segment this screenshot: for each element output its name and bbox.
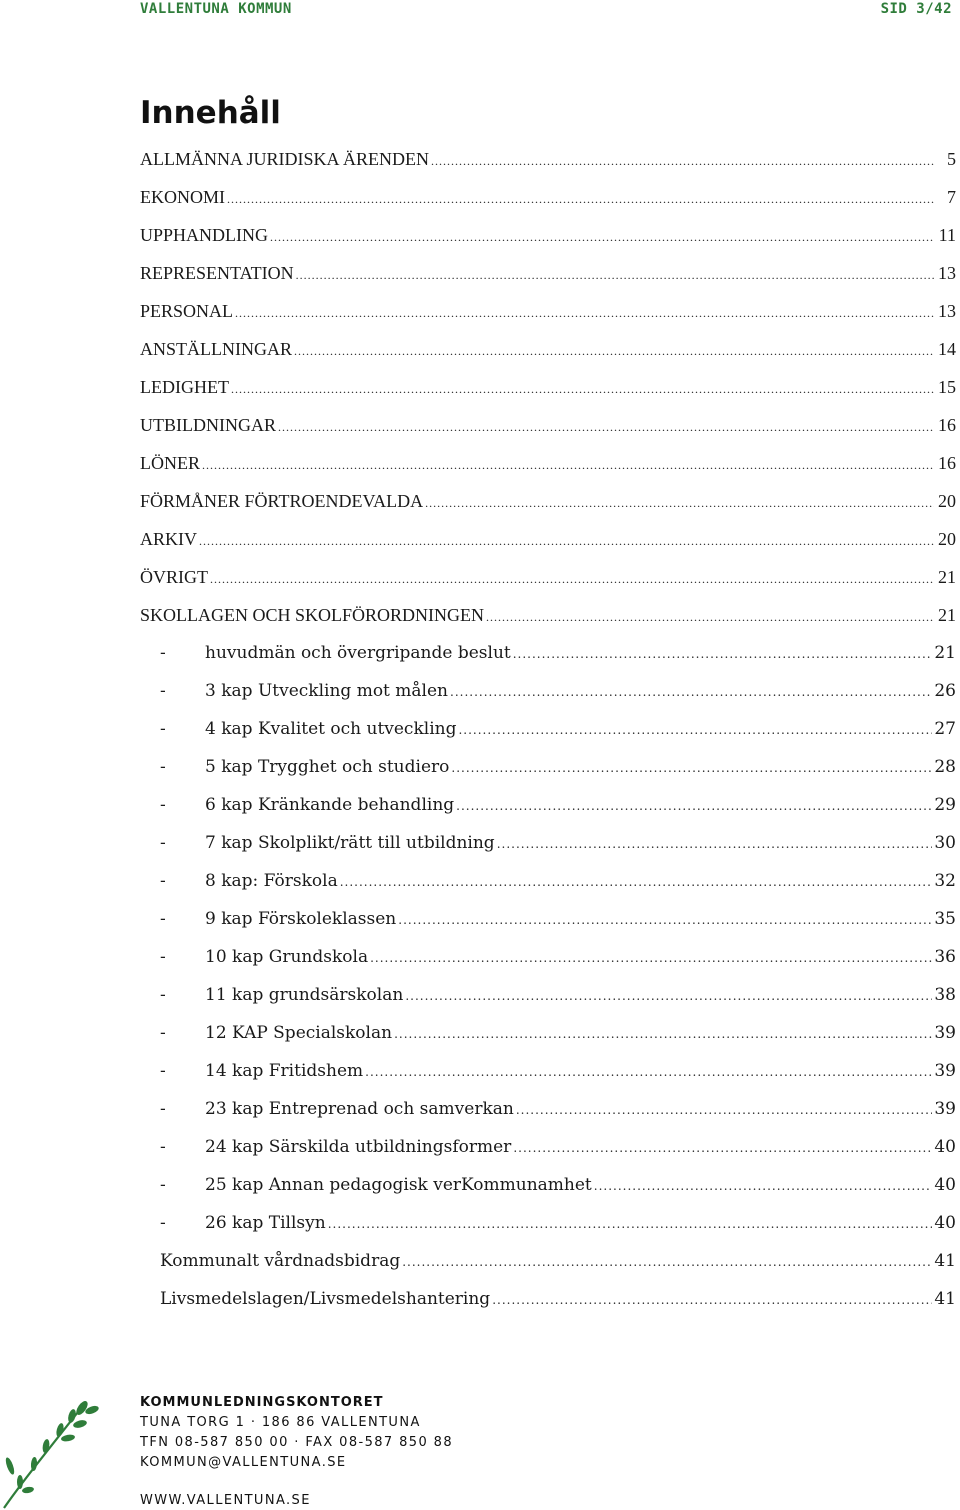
toc-list — [0, 140, 960, 1318]
toc-entry[interactable] — [0, 216, 960, 254]
toc-entry[interactable] — [0, 710, 960, 748]
toc-dot-leader — [199, 522, 934, 560]
toc-entry-title: 14 kap Fritidshem — [205, 1061, 364, 1081]
toc-entry-title: 25 kap Annan pedagogisk verKommunamhet — [205, 1175, 592, 1195]
toc-dot-leader — [425, 484, 934, 522]
toc-entry-title: FÖRMÅNER FÖRTROENDEVALDA — [140, 491, 424, 511]
toc-entry[interactable] — [0, 1242, 960, 1280]
toc-entry-title: 10 kap Grundskola — [205, 947, 369, 967]
toc-entry[interactable] — [0, 520, 960, 558]
toc-entry[interactable] — [0, 1204, 960, 1242]
toc-entry[interactable] — [0, 1166, 960, 1204]
toc-dot-leader — [296, 256, 934, 294]
toc-entry-dash: - — [160, 1099, 166, 1119]
toc-entry-dash: - — [160, 795, 166, 815]
toc-entry-title: ARKIV — [140, 529, 197, 549]
toc-dot-leader — [278, 408, 934, 446]
header-page-label: SID 3/42 — [880, 1, 952, 17]
toc-entry-dash: - — [160, 833, 166, 853]
toc-dot-leader — [458, 711, 932, 749]
toc-entry-title: huvudmän och övergripande beslut — [205, 643, 511, 663]
toc-entry-page-number: 20 — [938, 491, 956, 511]
toc-entry-dash: - — [160, 909, 166, 929]
toc-dot-leader — [594, 1167, 933, 1205]
toc-dot-leader — [497, 825, 933, 863]
toc-entry-title: 6 kap Kränkande behandling — [205, 795, 455, 815]
footer-phone: TFN 08-587 850 00 · FAX 08-587 850 88 — [140, 1435, 454, 1450]
toc-entry-page-number: 27 — [934, 719, 956, 739]
toc-entry[interactable] — [0, 1090, 960, 1128]
toc-entry[interactable] — [0, 824, 960, 862]
toc-entry-dash: - — [160, 1175, 166, 1195]
toc-entry-page-number: 39 — [934, 1023, 956, 1043]
toc-dot-leader — [270, 218, 934, 256]
toc-entry-page-number: 21 — [938, 605, 956, 625]
toc-dot-leader — [398, 901, 932, 939]
toc-entry-page-number: 36 — [934, 947, 956, 967]
toc-entry-page-number: 28 — [934, 757, 956, 777]
toc-dot-leader — [340, 863, 933, 901]
toc-entry-title: SKOLLAGEN OCH SKOLFÖRORDNINGEN — [140, 605, 485, 625]
toc-dot-leader — [456, 787, 932, 825]
toc-entry-title: 8 kap: Förskola — [205, 871, 338, 891]
toc-entry[interactable] — [0, 938, 960, 976]
toc-dot-leader — [365, 1053, 932, 1091]
toc-entry-title: 5 kap Trygghet och studiero — [205, 757, 450, 777]
toc-entry-title: UTBILDNINGAR — [140, 415, 276, 435]
toc-entry-page-number: 40 — [934, 1213, 956, 1233]
toc-entry-page-number: 21 — [938, 567, 956, 587]
toc-entry-title: ÖVRIGT — [140, 567, 208, 587]
header-organization: VALLENTUNA KOMMUN — [140, 1, 292, 17]
toc-entry-title: LÖNER — [140, 453, 200, 473]
toc-entry-page-number: 35 — [934, 909, 956, 929]
toc-dot-leader — [431, 142, 934, 180]
toc-entry[interactable] — [0, 862, 960, 900]
toc-entry-page-number: 21 — [934, 643, 956, 663]
toc-entry[interactable] — [0, 368, 960, 406]
toc-entry-title: ALLMÄNNA JURIDISKA ÄRENDEN — [140, 149, 430, 169]
toc-entry[interactable] — [0, 292, 960, 330]
footer-web[interactable]: WWW.VALLENTUNA.SE — [140, 1493, 311, 1508]
toc-entry-page-number: 7 — [947, 187, 956, 207]
toc-dot-leader — [210, 560, 934, 598]
toc-entry-title: LEDIGHET — [140, 377, 229, 397]
toc-entry-page-number: 38 — [934, 985, 956, 1005]
toc-entry[interactable] — [0, 406, 960, 444]
toc-entry-page-number: 29 — [934, 795, 956, 815]
toc-entry-dash: - — [160, 1213, 166, 1233]
toc-entry-page-number: 32 — [934, 871, 956, 891]
toc-entry-dash: - — [160, 719, 166, 739]
toc-entry-page-number: 41 — [934, 1289, 956, 1309]
leaf-branch-icon — [0, 1390, 110, 1510]
toc-dot-leader — [227, 180, 934, 218]
toc-entry-page-number: 40 — [934, 1137, 956, 1157]
toc-entry-title: Livsmedelslagen/Livsmedelshantering — [160, 1289, 491, 1309]
toc-entry-page-number: 41 — [934, 1251, 956, 1271]
toc-entry-page-number: 39 — [934, 1099, 956, 1119]
toc-entry[interactable] — [0, 558, 960, 596]
toc-entry[interactable] — [0, 748, 960, 786]
toc-entry-page-number: 11 — [938, 225, 956, 245]
toc-dot-leader — [450, 673, 932, 711]
toc-entry[interactable] — [0, 1014, 960, 1052]
toc-entry[interactable] — [0, 976, 960, 1014]
toc-entry-title: Kommunalt vårdnadsbidrag — [160, 1251, 401, 1271]
toc-entry-dash: - — [160, 985, 166, 1005]
toc-entry-title: ANSTÄLLNINGAR — [140, 339, 292, 359]
toc-entry-page-number: 13 — [938, 263, 956, 283]
toc-entry-page-number: 15 — [938, 377, 956, 397]
toc-entry-page-number: 13 — [938, 301, 956, 321]
toc-dot-leader — [516, 1091, 933, 1129]
toc-entry-title: UPPHANDLING — [140, 225, 269, 245]
toc-entry[interactable] — [0, 900, 960, 938]
toc-entry-dash: - — [160, 947, 166, 967]
toc-entry[interactable] — [0, 140, 960, 178]
toc-dot-leader — [328, 1205, 933, 1243]
toc-dot-leader — [294, 332, 934, 370]
toc-entry-page-number: 5 — [947, 149, 956, 169]
toc-entry[interactable] — [0, 672, 960, 710]
toc-dot-leader — [231, 370, 934, 408]
toc-entry-page-number: 20 — [938, 529, 956, 549]
toc-entry-dash: - — [160, 871, 166, 891]
footer-address: TUNA TORG 1 · 186 86 VALLENTUNA — [140, 1415, 421, 1430]
toc-entry[interactable] — [0, 1280, 960, 1318]
toc-dot-leader — [513, 635, 933, 673]
toc-entry-title: 24 kap Särskilda utbildningsformer — [205, 1137, 512, 1157]
toc-dot-leader — [402, 1243, 932, 1281]
toc-entry-dash: - — [160, 1061, 166, 1081]
toc-entry[interactable] — [0, 178, 960, 216]
toc-entry[interactable] — [0, 330, 960, 368]
toc-entry-title: 7 kap Skolplikt/rätt till utbildning — [205, 833, 495, 853]
toc-entry-page-number: 39 — [934, 1061, 956, 1081]
toc-dot-leader — [405, 977, 932, 1015]
toc-entry[interactable] — [0, 1052, 960, 1090]
toc-entry-title: 23 kap Entreprenad och samverkan — [205, 1099, 514, 1119]
toc-entry-page-number: 14 — [938, 339, 956, 359]
toc-dot-leader — [486, 598, 934, 636]
toc-heading: Innehåll — [140, 95, 281, 131]
toc-entry[interactable] — [0, 482, 960, 520]
toc-entry-title: 9 kap Förskoleklassen — [205, 909, 397, 929]
toc-entry-title: EKONOMI — [140, 187, 225, 207]
toc-entry-title: 11 kap grundsärskolan — [205, 985, 404, 1005]
toc-entry[interactable] — [0, 254, 960, 292]
toc-entry-dash: - — [160, 757, 166, 777]
toc-entry-page-number: 16 — [938, 453, 956, 473]
toc-dot-leader — [370, 939, 932, 977]
toc-entry-dash: - — [160, 1023, 166, 1043]
toc-dot-leader — [513, 1129, 932, 1167]
toc-dot-leader — [451, 749, 932, 787]
footer-org-unit: KOMMUNLEDNINGSKONTORET — [140, 1395, 384, 1410]
toc-entry-title: 26 kap Tillsyn — [205, 1213, 326, 1233]
toc-entry-page-number: 26 — [934, 681, 956, 701]
footer-email[interactable]: KOMMUN@VALLENTUNA.SE — [140, 1455, 347, 1470]
toc-entry-title: PERSONAL — [140, 301, 234, 321]
toc-dot-leader — [202, 446, 934, 484]
toc-entry[interactable] — [0, 444, 960, 482]
toc-entry-dash: - — [160, 681, 166, 701]
toc-entry-page-number: 30 — [934, 833, 956, 853]
toc-entry-dash: - — [160, 643, 166, 663]
toc-entry-page-number: 16 — [938, 415, 956, 435]
toc-entry[interactable] — [0, 1128, 960, 1166]
toc-entry-dash: - — [160, 1137, 166, 1157]
toc-entry-title: 4 kap Kvalitet och utveckling — [205, 719, 457, 739]
toc-entry-title: REPRESENTATION — [140, 263, 294, 283]
toc-entry[interactable] — [0, 596, 960, 634]
toc-entry[interactable] — [0, 634, 960, 672]
toc-entry[interactable] — [0, 786, 960, 824]
toc-entry-title: 3 kap Utveckling mot målen — [205, 681, 448, 701]
toc-entry-page-number: 40 — [934, 1175, 956, 1195]
toc-dot-leader — [492, 1281, 932, 1319]
toc-entry-title: 12 KAP Specialskolan — [205, 1023, 393, 1043]
toc-dot-leader — [235, 294, 934, 332]
toc-dot-leader — [394, 1015, 932, 1053]
